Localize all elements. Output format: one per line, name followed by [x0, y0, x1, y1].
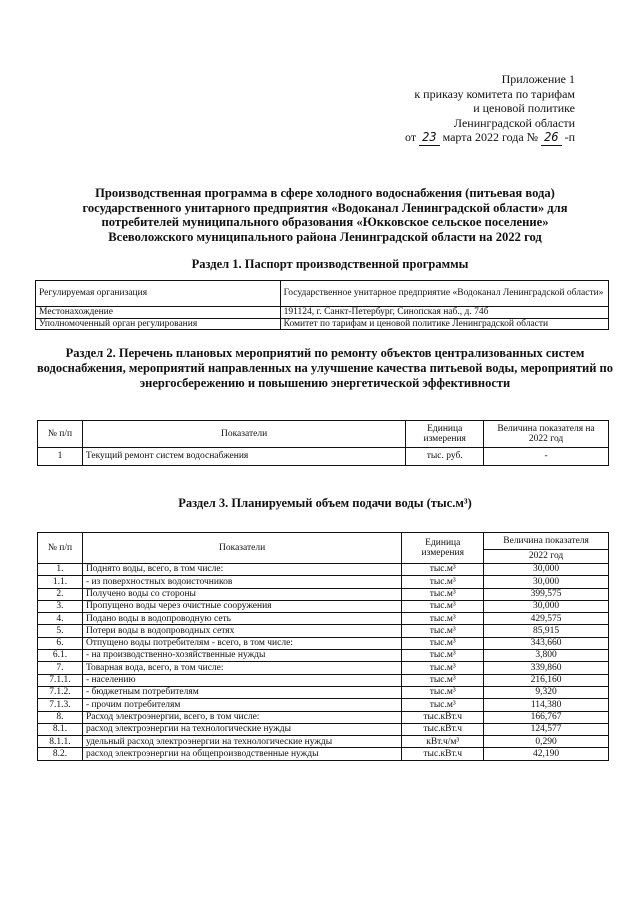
handwritten-order-number: 26 — [541, 130, 561, 146]
volume-row — [38, 564, 609, 576]
row-indicator: Текущий ремонт систем водоснабжения — [82, 448, 405, 466]
row-num: 2. — [38, 588, 83, 600]
row-indicator: - населению — [82, 674, 401, 686]
row-num: 8.2. — [38, 748, 83, 760]
passport-value: Государственное унитарное предприятие «Водоканал Ленинградской области» — [280, 281, 608, 307]
passport-label: Уполномоченный орган регулирования — [36, 318, 281, 330]
row-num: 6. — [38, 637, 83, 649]
row-indicator: Товарная вода, всего, в том числе: — [82, 662, 401, 674]
row-value: 399,575 — [484, 588, 609, 600]
row-indicator: Отпущено воды потребителям - всего, в том числе: — [82, 637, 401, 649]
row-indicator: расход электроэнергии на технологические нужды — [82, 723, 401, 735]
row-indicator: Расход электроэнергии, всего, в том числе: — [82, 711, 401, 723]
row-unit: тыс.м³ — [402, 613, 484, 625]
appendix-date-line — [360, 130, 575, 146]
row-unit: тыс.м³ — [402, 637, 484, 649]
volume-row — [38, 662, 609, 674]
row-indicator: Поднято воды, всего, в том числе: — [82, 564, 401, 576]
header-indicator: Показатели — [82, 421, 405, 448]
volume-row — [38, 588, 609, 600]
row-num: 8.1. — [38, 723, 83, 735]
document-title: Производственная программа в сфере холодного водоснабжения (питьевая вода) государственного унитарного предприятия «Водоканал Ленинградской области» для потребителей муниципального образования «Юкковское сельское поселение» Всеволожского муниципального района Ленинградской области на 2022 год — [82, 186, 568, 244]
row-value: 30,000 — [484, 600, 609, 612]
passport-row — [36, 318, 609, 330]
row-indicator: расход электроэнергии на общепроизводственные нужды — [82, 748, 401, 760]
volume-row — [38, 625, 609, 637]
row-unit: тыс.м³ — [402, 564, 484, 576]
header-indicator: Показатели — [82, 533, 401, 564]
row-num: 5. — [38, 625, 83, 637]
row-unit: тыс.м³ — [402, 600, 484, 612]
row-num: 8.1.1. — [38, 736, 83, 748]
row-num: 1.1. — [38, 576, 83, 588]
passport-label: Местонахождение — [36, 307, 281, 319]
row-indicator: Пропущено воды через очистные сооружения — [82, 600, 401, 612]
row-value: 166,767 — [484, 711, 609, 723]
row-num: 1 — [38, 448, 83, 466]
row-unit: тыс.м³ — [402, 674, 484, 686]
order-suffix: -п — [564, 130, 575, 144]
passport-table — [35, 280, 609, 330]
row-value: 124,577 — [484, 723, 609, 735]
row-unit: тыс.кВт.ч — [402, 748, 484, 760]
measures-row — [38, 448, 609, 466]
header-num: № п/п — [38, 533, 83, 564]
row-indicator: - из поверхностных водоисточников — [82, 576, 401, 588]
row-value: 30,000 — [484, 564, 609, 576]
row-unit: тыс.м³ — [402, 662, 484, 674]
row-num: 8. — [38, 711, 83, 723]
row-num: 3. — [38, 600, 83, 612]
row-unit: кВт.ч/м³ — [402, 736, 484, 748]
row-indicator: - на производственно-хозяйственные нужды — [82, 650, 401, 662]
volume-row — [38, 600, 609, 612]
section1-heading: Раздел 1. Паспорт производственной программы — [191, 257, 469, 271]
header-value: Величина показателя — [484, 533, 609, 550]
row-num: 7.1.1. — [38, 674, 83, 686]
row-value: 42,190 — [484, 748, 609, 760]
row-indicator: - прочим потребителям — [82, 699, 401, 711]
volume-row — [38, 637, 609, 649]
header-unit: Единица измерения — [402, 533, 484, 564]
water-volume-table — [37, 532, 609, 761]
volume-row — [38, 613, 609, 625]
volume-row — [38, 699, 609, 711]
row-unit: тыс.кВт.ч — [402, 711, 484, 723]
row-num: 7.1.3. — [38, 699, 83, 711]
header-value: Величина показателя на 2022 год — [484, 421, 609, 448]
appendix-line-3: и ценовой политике — [473, 101, 575, 115]
volume-row — [38, 711, 609, 723]
passport-value: 191124, г. Санкт-Петербург, Синопская наб., д. 74б — [280, 307, 608, 319]
handwritten-day: 23 — [419, 130, 439, 146]
row-value: 85,915 — [484, 625, 609, 637]
row-num: 6.1. — [38, 650, 83, 662]
volume-row — [38, 736, 609, 748]
header-num: № п/п — [38, 421, 83, 448]
row-indicator: Получено воды со стороны — [82, 588, 401, 600]
row-value: 9,320 — [484, 686, 609, 698]
date-middle: марта 2022 года № — [442, 130, 539, 144]
section2-heading: Раздел 2. Перечень плановых мероприятий по ремонту объектов централизованных систем водоснабжения, мероприятий направленных на улучшение качества питьевой воды, мероприятий по энергосбережению и повышению энергетической эффективности — [36, 346, 614, 390]
volume-row — [38, 576, 609, 588]
header-year: 2022 год — [484, 550, 609, 564]
row-unit: тыс.м³ — [402, 588, 484, 600]
row-value: 114,380 — [484, 699, 609, 711]
row-num: 7.1.2. — [38, 686, 83, 698]
appendix-line-1: Приложение 1 — [501, 72, 575, 86]
row-unit: тыс.м³ — [402, 625, 484, 637]
appendix-line-4: Ленинградской области — [453, 115, 575, 130]
date-prefix: от — [405, 130, 417, 144]
row-unit: тыс.м³ — [402, 650, 484, 662]
row-num: 7. — [38, 662, 83, 674]
row-value: - — [484, 448, 609, 466]
passport-row — [36, 307, 609, 319]
volume-table-body — [38, 564, 609, 761]
row-indicator: - бюджетным потребителям — [82, 686, 401, 698]
measures-header-row — [38, 421, 609, 448]
row-value: 30,000 — [484, 576, 609, 588]
row-num: 4. — [38, 613, 83, 625]
volume-row — [38, 650, 609, 662]
section3-heading: Раздел 3. Планируемый объем подачи воды (тыс.м³) — [178, 496, 472, 510]
volume-row — [38, 723, 609, 735]
row-unit: тыс.м³ — [402, 576, 484, 588]
row-unit: тыс.м³ — [402, 699, 484, 711]
row-value: 216,160 — [484, 674, 609, 686]
appendix-header — [360, 72, 575, 146]
volume-row — [38, 674, 609, 686]
row-value: 0,290 — [484, 736, 609, 748]
row-indicator: удельный расход электроэнергии на технологические нужды — [82, 736, 401, 748]
appendix-line-2: к приказу комитета по тарифам — [414, 86, 575, 101]
row-value: 429,575 — [484, 613, 609, 625]
volume-row — [38, 748, 609, 760]
row-indicator: Подано воды в водопроводную сеть — [82, 613, 401, 625]
row-value: 3,800 — [484, 650, 609, 662]
passport-label: Регулируемая организация — [36, 281, 281, 307]
row-value: 343,660 — [484, 637, 609, 649]
row-value: 339,860 — [484, 662, 609, 674]
measures-table — [37, 420, 609, 466]
volume-row — [38, 686, 609, 698]
header-unit: Единица измерения — [406, 421, 484, 448]
row-unit: тыс. руб. — [406, 448, 484, 466]
passport-row — [36, 281, 609, 307]
row-num: 1. — [38, 564, 83, 576]
passport-value: Комитет по тарифам и ценовой политике Ленинградской области — [280, 318, 608, 330]
row-unit: тыс.кВт.ч — [402, 723, 484, 735]
volume-header-row — [38, 533, 609, 550]
row-indicator: Потери воды в водопроводных сетях — [82, 625, 401, 637]
row-unit: тыс.м³ — [402, 686, 484, 698]
